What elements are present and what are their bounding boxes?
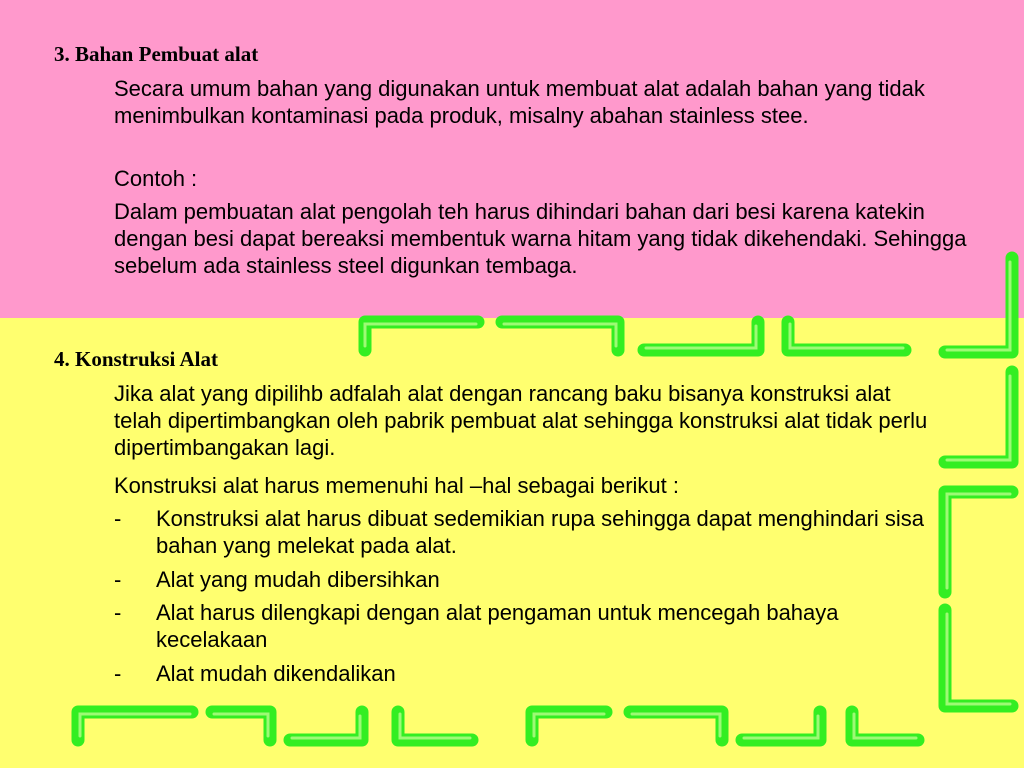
- section-3-paragraph-1: Secara umum bahan yang digunakan untuk membuat alat adalah bahan yang tidak menimbulkan kontaminasi pada produk, misalny abahan stainless stee.: [114, 76, 925, 128]
- bullet-dash: -: [114, 661, 122, 686]
- bullet-text: Alat yang mudah dibersihkan: [156, 567, 440, 592]
- bullet-text: Konstruksi alat harus dibuat sedemikian rupa sehingga dapat menghindari sisa bahan yang melekat pada alat.: [156, 506, 925, 558]
- section-3-paragraph-2: Contoh :: [114, 166, 198, 191]
- section-4-heading: 4. Konstruksi Alat: [54, 347, 218, 371]
- ornament-bottom-row-3: [290, 712, 362, 740]
- list-item: [114, 505, 954, 559]
- ornament-top-left-corner: [365, 322, 478, 350]
- section-4-paragraph-1: Jika alat yang dipilihb adfalah alat dengan rancang baku bisanya konstruksi alat telah dipertimbangkan oleh pabrik pembuat alat sehingga konstruksi alat tidak perlu dipertimbangakan lagi.: [114, 381, 928, 460]
- ornament-bottom-row-8: [852, 712, 918, 740]
- bullet-dash: -: [114, 506, 122, 531]
- ornament-bottom-row-6: [630, 712, 722, 740]
- section-3-heading: 3. Bahan Pembuat alat: [54, 42, 259, 66]
- ornament-right-bottom-corner: [945, 610, 1012, 706]
- ornament-bottom-row-4: [398, 712, 472, 740]
- list-item: [114, 660, 954, 687]
- ornament-right-middle: [945, 372, 1012, 462]
- ornament-bottom-row-1: [78, 712, 192, 740]
- ornament-bottom-right-corner: [644, 322, 758, 350]
- bullet-dash: -: [114, 600, 122, 625]
- list-item: [114, 599, 954, 653]
- list-item: [114, 566, 954, 593]
- ornament-bottom-row-2: [212, 712, 270, 740]
- ornament-bottom-row-5: [532, 712, 606, 740]
- bullet-dash: -: [114, 567, 122, 592]
- section-3-paragraph-3: Dalam pembuatan alat pengolah teh harus dihindari bahan dari besi karena katekin dengan besi dapat bereaksi membentuk warna hitam yang tidak dikehendaki. Sehingga sebelum ada stainless steel digunkan tembaga.: [114, 199, 967, 278]
- bullet-text: Alat harus dilengkapi dengan alat pengaman untuk mencegah bahaya kecelakaan: [156, 600, 839, 652]
- ornament-bottom-left-corner: [788, 322, 905, 350]
- ornament-right-lower-corner: [945, 492, 1012, 592]
- ornament-top-right-corner: [502, 322, 618, 350]
- ornament-bottom-row-7: [742, 712, 820, 740]
- section-4-paragraph-2: Konstruksi alat harus memenuhi hal –hal sebagai berikut :: [114, 473, 679, 498]
- bullet-text: Alat mudah dikendalikan: [156, 661, 396, 686]
